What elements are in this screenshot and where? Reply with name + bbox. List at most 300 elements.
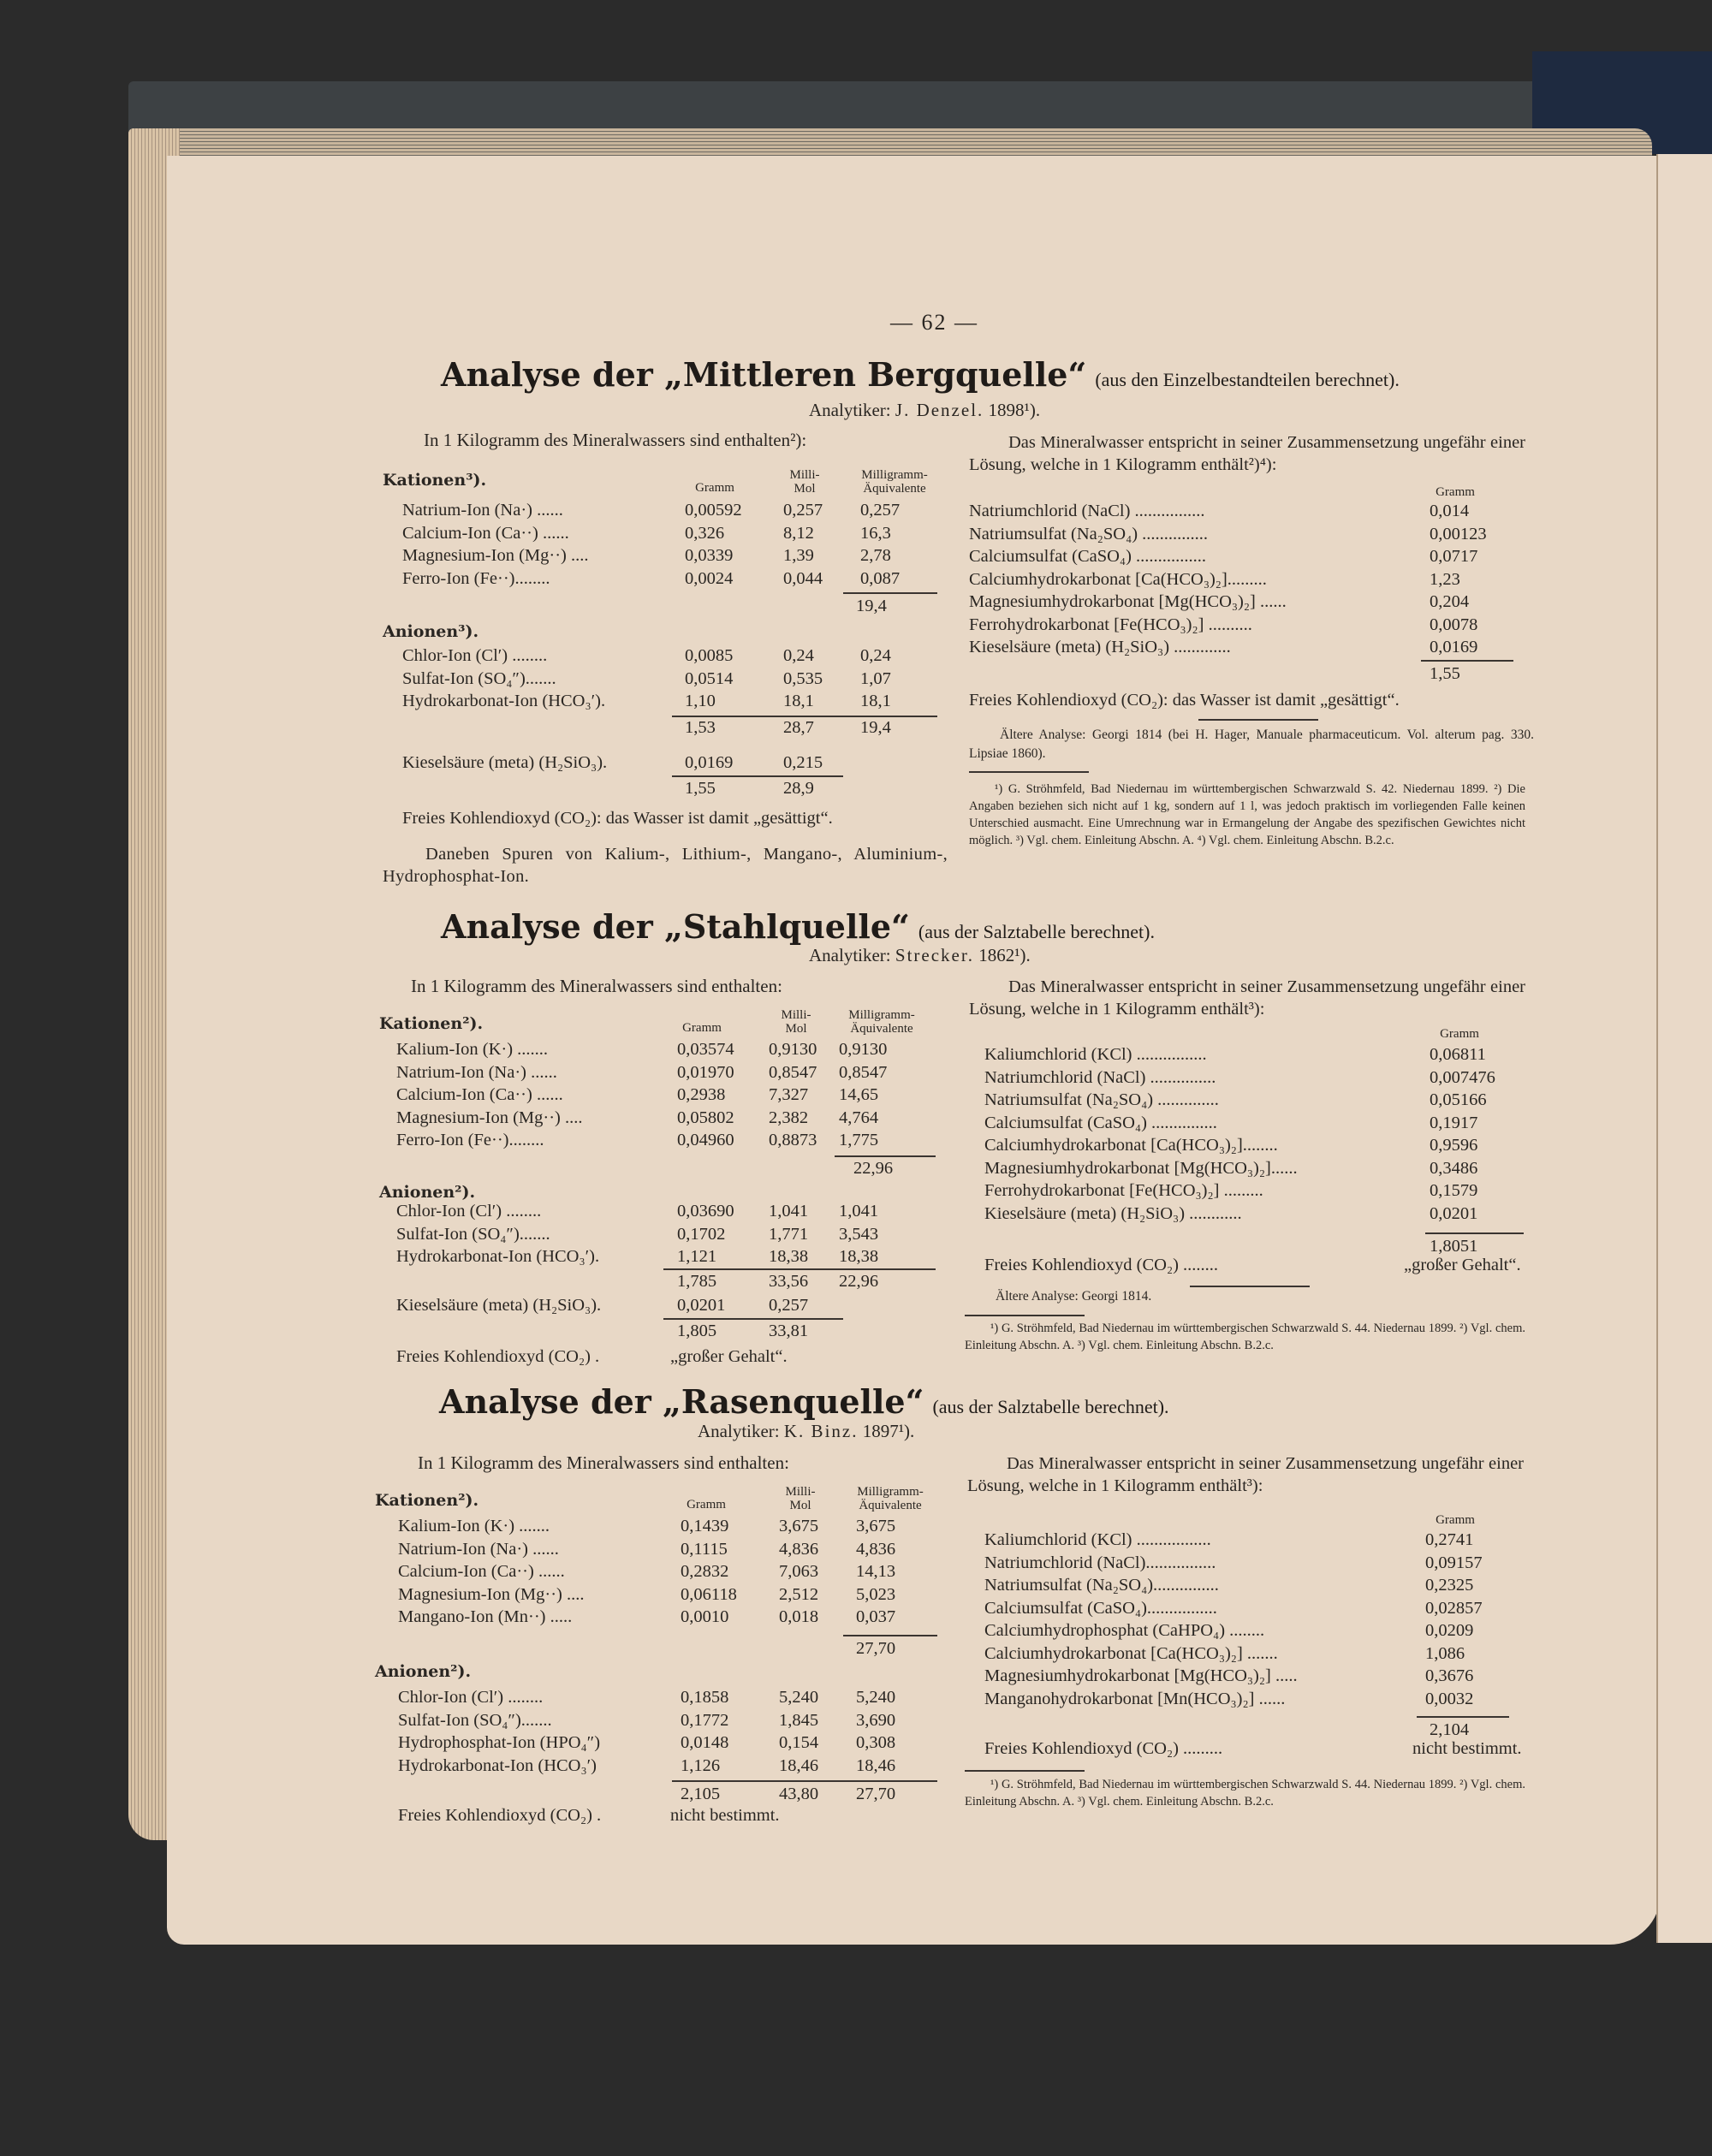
salt-intro: Das Mineralwasser entspricht in seiner Zusammensetzung ungefähr einer Lösung, welche in 1 Kilogramm enthält²)⁴): [969, 433, 1525, 474]
col-header-gramm: Gramm [682, 1021, 722, 1035]
footnote-divider [965, 1315, 1085, 1316]
ion-name: Magnesium-Ion (Mg··) .... [396, 1108, 583, 1127]
col-header-gramm: Gramm [687, 1498, 726, 1512]
value-gramm: 0,2938 [677, 1085, 726, 1104]
table-row [396, 1294, 944, 1317]
value-gramm: 1,53 [685, 718, 716, 737]
value-aequivalente: 22,96 [839, 1272, 879, 1291]
salt-col-header: Gramm [1436, 485, 1475, 499]
table-row [398, 1783, 946, 1806]
section-title [441, 907, 1155, 946]
value-gramm: 0,06118 [681, 1584, 737, 1604]
value-aequivalente: 3,690 [856, 1710, 896, 1730]
table-row [984, 1642, 1558, 1666]
value-aequivalente: 0,308 [856, 1733, 896, 1752]
value-aequivalente: 14,13 [856, 1562, 896, 1581]
salt-table [969, 500, 1551, 659]
table-row [402, 544, 950, 567]
value-millimol: 0,8547 [769, 1062, 817, 1082]
title-subtitle: (aus der Salztabelle berechnet). [932, 1396, 1169, 1417]
table-row [396, 1245, 944, 1268]
value-millimol: 18,46 [779, 1755, 819, 1775]
page-number: — 62 — [890, 310, 978, 335]
salt-intro: Das Mineralwasser entspricht in seiner Zusammensetzung ungefähr einer Lösung, welche in 1 Kilogramm enthält³): [967, 1454, 1524, 1495]
col-header-millimol: Milli- Mol [789, 468, 820, 496]
table-row [396, 1061, 944, 1084]
anionen-table [396, 1200, 944, 1268]
intro-text: In 1 Kilogramm des Mineralwassers sind enthalten: [418, 1452, 789, 1473]
salt-name: Ferrohydrokarbonat [Fe(HCO₃)₂] ......... [984, 1181, 1263, 1200]
value-gramm: 0,1702 [677, 1224, 726, 1244]
value-millimol: 28,9 [783, 779, 814, 798]
table-row [969, 568, 1551, 591]
value-gramm: 0,0514 [685, 668, 734, 688]
value-aequivalente: 16,3 [860, 523, 891, 543]
salt-name: Calciumsulfat (CaSO₄) ................ [969, 547, 1207, 566]
value-millimol: 3,675 [779, 1517, 819, 1535]
value-millimol: 0,8873 [769, 1131, 817, 1149]
older-analysis: Ältere Analyse: Georgi 1814. [996, 1289, 1152, 1304]
value-gramm: 1,126 [681, 1755, 721, 1775]
co2-label: Freies Kohlendioxyd (CO₂) . [396, 1347, 600, 1366]
ion-name: Chlor-Ion (Cl′) ........ [402, 646, 548, 665]
salt-name: Calciumhydrokarbonat [Ca(HCO₃)₂] ....... [984, 1643, 1278, 1663]
value-gramm: 0,1772 [681, 1710, 729, 1730]
analyst-name: J. Denzel. [895, 400, 984, 420]
ion-name: Calcium-Ion (Ca··) ...... [398, 1562, 565, 1581]
anionen-table [398, 1686, 946, 1777]
value-aequivalente: 14,65 [839, 1085, 879, 1104]
table-row [402, 499, 950, 522]
value-gramm: 0,06811 [1430, 1045, 1486, 1064]
sum-rule [843, 1635, 937, 1636]
table-row [984, 1043, 1558, 1066]
salt-name: Magnesiumhydrokarbonat [Mg(HCO₃)₂] ..... [984, 1666, 1298, 1685]
anionen-label: Anionen³). [383, 622, 479, 641]
value-aequivalente: 1,775 [839, 1131, 879, 1149]
table-row [984, 1665, 1558, 1688]
value-aequivalente: 0,257 [860, 501, 901, 520]
value-gramm: 0,05166 [1430, 1090, 1487, 1109]
value-gramm: 0,1115 [681, 1539, 728, 1559]
sum-row [396, 1270, 944, 1293]
salt-name: Natriumsulfat (Na₂SO₄) ............... [969, 524, 1209, 543]
value-gramm: 0,03690 [677, 1202, 734, 1221]
kationen-table [402, 499, 950, 590]
page-edges-top [128, 128, 1652, 159]
value-aequivalente: 1,07 [860, 668, 891, 688]
value-gramm: 0,2832 [681, 1562, 729, 1581]
total-row [396, 1320, 944, 1343]
analyst-year: 1898¹). [988, 400, 1041, 420]
title-text: Analyse der „Stahlquelle“ [441, 907, 910, 946]
value-gramm: 1,785 [677, 1272, 717, 1291]
ion-name: Kieselsäure (meta) (H₂SiO₃). [396, 1296, 602, 1315]
value-aequivalente: 0,24 [860, 646, 891, 665]
salt-table [984, 1529, 1558, 1710]
sum-row [402, 716, 950, 739]
kationen-label: Kationen²). [375, 1491, 479, 1510]
sum-rule [1425, 1232, 1524, 1234]
table-row [969, 591, 1551, 614]
salt-name: Ferrohydrokarbonat [Fe(HCO₃)₂] .......... [969, 615, 1252, 634]
value-gramm: 0,1858 [681, 1688, 729, 1707]
ion-name: Kalium-Ion (K·) ....... [396, 1040, 549, 1059]
analyst-label: Analytiker: [698, 1421, 780, 1441]
value-gramm: 0,0085 [685, 646, 734, 665]
title-text: Analyse der „Mittleren Bergquelle“ [441, 355, 1087, 394]
anionen-table [402, 644, 950, 713]
value-millimol: 18,38 [769, 1247, 809, 1266]
co2-value: „großer Gehalt“. [1404, 1256, 1521, 1274]
value-gramm: 0,02857 [1425, 1598, 1483, 1618]
ion-name: Sulfat-Ion (SO₄″)....... [398, 1710, 552, 1730]
ion-name: Kieselsäure (meta) (H₂SiO₃). [402, 753, 608, 772]
salt-name: Natriumchlorid (NaCl) ................ [969, 502, 1205, 520]
table-row [984, 1203, 1558, 1226]
value-gramm: 0,326 [685, 523, 725, 543]
value-millimol: 4,836 [779, 1539, 819, 1559]
salt-intro: Das Mineralwasser entspricht in seiner Zusammensetzung ungefähr einer Lösung, welche in 1 Kilogramm enthält³): [969, 977, 1525, 1019]
value-aequivalente: 18,46 [856, 1755, 896, 1775]
col-header-gramm: Gramm [695, 481, 734, 495]
value-millimol: 18,1 [783, 692, 814, 710]
value-aequivalente: 3,675 [856, 1517, 896, 1535]
value-gramm: 0,1579 [1430, 1181, 1478, 1200]
intro-text: In 1 Kilogramm des Mineralwassers sind enthalten²): [424, 430, 807, 450]
salt-co2-note: Freies Kohlendioxyd (CO₂): das Wasser ist damit „gesättigt“. [969, 691, 1400, 710]
ion-name: Magnesium-Ion (Mg··) .... [402, 546, 589, 565]
value-millimol: 0,24 [783, 646, 814, 665]
value-millimol: 0,044 [783, 568, 823, 588]
table-row [402, 751, 950, 775]
table-row [984, 1157, 1558, 1180]
value-gramm: 0,3486 [1430, 1158, 1478, 1178]
ion-name: Hydrokarbonat-Ion (HCO₃′). [396, 1247, 600, 1266]
anionen-label: Anionen²). [375, 1662, 472, 1681]
value-gramm: 0,04960 [677, 1131, 734, 1149]
salt-name: Calciumhydrophosphat (CaHPO₄) ........ [984, 1621, 1265, 1640]
value-gramm: 0,0201 [677, 1296, 726, 1315]
value-gramm: 0,05802 [677, 1108, 734, 1127]
table-row [984, 1529, 1558, 1552]
value-gramm: 0,2325 [1425, 1576, 1474, 1595]
value-millimol: 0,535 [783, 668, 823, 688]
ion-name: Calcium-Ion (Ca··) ...... [396, 1085, 563, 1104]
salt-col-header: Gramm [1440, 1027, 1479, 1041]
title-text: Analyse der „Rasenquelle“ [439, 1382, 924, 1421]
co2-row [396, 1345, 944, 1369]
value-gramm: 0,09157 [1425, 1553, 1483, 1572]
table-row [396, 1084, 944, 1107]
value-gramm: 0,0169 [685, 753, 734, 772]
table-row [402, 690, 950, 713]
table-row [984, 1688, 1558, 1711]
value-aequivalente: 18,1 [860, 692, 891, 710]
value-gramm: 0,01970 [677, 1062, 734, 1082]
table-row [396, 1129, 944, 1152]
salt-name: Natriumsulfat (Na₂SO₄) .............. [984, 1090, 1219, 1109]
value-gramm: 0,00592 [685, 501, 742, 520]
table-row [396, 1038, 944, 1061]
col-header-aequivalente: Milligramm- Äquivalente [857, 1485, 924, 1512]
table-row [984, 1574, 1558, 1597]
kationen-sum: 27,70 [856, 1639, 896, 1658]
ion-name: Natrium-Ion (Na·) ...... [402, 501, 563, 520]
co2-value: nicht bestimmt. [1412, 1739, 1522, 1758]
ion-name: Calcium-Ion (Ca··) ...... [402, 523, 569, 543]
ion-name: Mangano-Ion (Mn··) ..... [398, 1607, 573, 1626]
value-aequivalente: 0,037 [856, 1607, 896, 1626]
value-gramm: 1,10 [685, 692, 716, 710]
value-aequivalente: 5,023 [856, 1584, 896, 1604]
salt-name: Calciumhydrokarbonat [Ca(HCO₃)₂]........ [984, 1136, 1278, 1155]
table-row [969, 636, 1551, 659]
table-row [396, 1270, 944, 1293]
table-row [402, 567, 950, 591]
table-row [398, 1686, 946, 1709]
table-row [969, 545, 1551, 568]
table-row [402, 668, 950, 691]
kationen-sum: 22,96 [853, 1159, 894, 1178]
salt-name: Calciumsulfat (CaSO₄)................ [984, 1598, 1217, 1618]
kationen-label: Kationen³). [383, 471, 487, 490]
value-aequivalente: 0,087 [860, 568, 901, 588]
value-gramm: 0,0717 [1430, 547, 1478, 566]
table-row [984, 1597, 1558, 1620]
value-millimol: 1,39 [783, 546, 814, 565]
section-title [439, 1382, 1169, 1421]
value-gramm: 1,086 [1425, 1643, 1465, 1663]
ion-name: Chlor-Ion (Cl′) ........ [396, 1202, 542, 1221]
kationen-table [398, 1515, 946, 1629]
footnote-divider [969, 771, 1089, 773]
ion-name: Magnesium-Ion (Mg··) .... [398, 1584, 585, 1604]
value-gramm: 0,007476 [1430, 1067, 1495, 1087]
traces-note: Daneben Spuren von Kalium-, Lithium-, Mangano-, Aluminium-, Hydrophosphat-Ion. [383, 845, 948, 886]
col-header-aequivalente: Milligramm- Äquivalente [848, 1008, 915, 1036]
ion-name: Sulfat-Ion (SO₄″)....... [402, 668, 556, 688]
value-millimol: 1,041 [769, 1202, 809, 1221]
salt-name: Manganohydrokarbonat [Mn(HCO₃)₂] ...... [984, 1689, 1286, 1708]
table-row [969, 614, 1551, 637]
ion-name: Hydrokarbonat-Ion (HCO₃′) [398, 1755, 597, 1775]
value-millimol: 0,018 [779, 1607, 819, 1626]
value-millimol: 1,771 [769, 1224, 809, 1244]
value-gramm: 0,014 [1430, 502, 1470, 520]
value-gramm: 0,0010 [681, 1607, 729, 1626]
salt-sum: 1,55 [1430, 664, 1460, 683]
total-row [402, 777, 950, 800]
footnotes: ¹) G. Ströhmfeld, Bad Niedernau im württembergischen Schwarzwald S. 44. Niedernau 1899. ²) Vgl. chem. Einleitung Abschn. A. ³) Vgl. chem. Einleitung Abschn. B.2.c. [965, 1778, 1525, 1809]
value-gramm: 0,00123 [1430, 524, 1487, 543]
table-row [984, 1089, 1558, 1112]
co2-label: Freies Kohlendioxyd (CO₂) ........ [984, 1256, 1219, 1274]
ion-name: Kalium-Ion (K·) ....... [398, 1517, 550, 1535]
table-row [984, 1066, 1558, 1090]
divider [1190, 1286, 1310, 1287]
value-aequivalente: 2,78 [860, 546, 891, 565]
analyst-name: Strecker. [895, 945, 974, 965]
value-gramm: 0,0032 [1425, 1689, 1474, 1708]
table-row [398, 1731, 946, 1755]
value-millimol: 33,81 [769, 1322, 809, 1340]
analyst-name: K. Binz. [783, 1421, 859, 1441]
older-analysis: Ältere Analyse: Georgi 1814 (bei H. Hager, Manuale pharmaceuticum. Vol. alterum pag. 330. Lipsiae 1860). [969, 728, 1534, 761]
value-gramm: 0,2741 [1425, 1530, 1474, 1549]
table-row [398, 1755, 946, 1778]
value-millimol: 7,063 [779, 1562, 819, 1581]
salt-name: Natriumchlorid (NaCl) ............... [984, 1067, 1216, 1087]
value-gramm: 0,1917 [1430, 1113, 1478, 1132]
salt-name: Magnesiumhydrokarbonat [Mg(HCO₃)₂] ...... [969, 592, 1287, 611]
value-gramm: 2,105 [681, 1785, 721, 1803]
table-row [396, 1223, 944, 1246]
co2-value: „großer Gehalt“. [670, 1347, 788, 1366]
table-row [984, 1112, 1558, 1135]
value-millimol: 8,12 [783, 523, 814, 543]
table-row [398, 1583, 946, 1607]
intro-text: In 1 Kilogramm des Mineralwassers sind enthalten: [411, 976, 782, 996]
value-gramm: 0,9596 [1430, 1136, 1478, 1155]
table-row [398, 1606, 946, 1629]
co2-label: Freies Kohlendioxyd (CO₂) . [398, 1806, 602, 1825]
ion-name: Natrium-Ion (Na·) ...... [398, 1539, 559, 1559]
value-aequivalente: 0,8547 [839, 1062, 888, 1082]
salt-name: Calciumsulfat (CaSO₄) ............... [984, 1113, 1217, 1132]
analyst-line [809, 945, 1031, 966]
analyst-year: 1897¹). [862, 1421, 915, 1441]
divider [1198, 719, 1318, 721]
value-gramm: 0,0169 [1430, 638, 1478, 656]
salt-col-header: Gramm [1436, 1513, 1475, 1527]
value-gramm: 1,805 [677, 1322, 717, 1340]
table-row [402, 716, 950, 739]
table-row [396, 1200, 944, 1223]
value-millimol: 2,512 [779, 1584, 819, 1604]
value-aequivalente: 3,543 [839, 1224, 879, 1244]
kieselsaeure-row [396, 1294, 944, 1317]
sum-rule [1417, 1716, 1509, 1718]
value-millimol: 0,257 [783, 501, 823, 520]
col-header-aequivalente: Milligramm- Äquivalente [861, 468, 928, 496]
footnotes: ¹) G. Ströhmfeld, Bad Niedernau im württembergischen Schwarzwald S. 42. Niedernau 1899. ²) Die Angaben beziehen sich nicht auf 1 kg, sondern auf 1 l, was jedoch praktisch im vorliegenden Falle keinen Unterschied ausmacht. Eine Umrechnung war in Ermangelung der Angabe des spezifischen Gewichtes nicht möglich. ³) Vgl. chem. Einleitung Abschn. A. ⁴) Vgl. chem. Einleitung Abschn. B.2.c. [969, 782, 1525, 847]
ion-name: Sulfat-Ion (SO₄″)....... [396, 1224, 550, 1244]
salt-name: Kaliumchlorid (KCl) ................. [984, 1530, 1211, 1549]
value-gramm: 1,121 [677, 1247, 717, 1266]
kieselsaeure-row [402, 751, 950, 775]
value-gramm: 0,0209 [1425, 1621, 1474, 1640]
ion-name: Hydrokarbonat-Ion (HCO₃′). [402, 692, 606, 710]
value-gramm: 0,204 [1430, 592, 1470, 611]
salt-name: Magnesiumhydrokarbonat [Mg(HCO₃)₂]...... [984, 1158, 1298, 1178]
salt-co2-row [984, 1254, 1558, 1277]
value-gramm: 0,1439 [681, 1517, 729, 1535]
value-aequivalente: 19,4 [860, 718, 891, 737]
analyst-label: Analytiker: [809, 400, 891, 420]
footnote-divider [965, 1770, 1085, 1772]
value-gramm: 0,0148 [681, 1733, 729, 1752]
ion-name: Chlor-Ion (Cl′) ........ [398, 1688, 544, 1707]
value-millimol: 7,327 [769, 1085, 809, 1104]
table-row [969, 523, 1551, 546]
sum-rule [1421, 660, 1513, 662]
salt-name: Natriumchlorid (NaCl)................ [984, 1553, 1216, 1572]
title-subtitle: (aus den Einzelbestandteilen berechnet). [1095, 369, 1400, 390]
kationen-table [396, 1038, 944, 1152]
ion-name: Ferro-Ion (Fe··)........ [396, 1131, 544, 1149]
table-row [398, 1538, 946, 1561]
value-aequivalente: 4,764 [839, 1108, 879, 1127]
value-millimol: 1,845 [779, 1710, 819, 1730]
analyst-line [809, 400, 1040, 421]
value-millimol: 0,215 [783, 753, 823, 772]
co2-value: nicht bestimmt. [670, 1806, 780, 1825]
value-millimol: 33,56 [769, 1272, 809, 1291]
facing-page-edge [1656, 154, 1712, 1943]
value-millimol: 5,240 [779, 1688, 819, 1707]
sum-row [398, 1783, 946, 1806]
value-aequivalente: 18,38 [839, 1247, 879, 1266]
ion-name: Hydrophosphat-Ion (HPO₄″) [398, 1733, 601, 1752]
col-header-millimol: Milli- Mol [781, 1008, 811, 1036]
table-row [398, 1560, 946, 1583]
value-gramm: 0,0078 [1430, 615, 1478, 634]
table-row [398, 1515, 946, 1538]
table-row [402, 777, 950, 800]
value-gramm: 1,23 [1430, 569, 1460, 589]
table-row [984, 1552, 1558, 1575]
table-row [984, 1619, 1558, 1642]
sum-rule [843, 592, 937, 594]
table-row [402, 522, 950, 545]
table-row [984, 1134, 1558, 1157]
salt-co2-row [984, 1737, 1558, 1761]
value-millimol: 0,154 [779, 1733, 819, 1752]
table-row [396, 1320, 944, 1343]
salt-sum: 1,8051 [1430, 1237, 1478, 1256]
value-aequivalente: 27,70 [856, 1785, 896, 1803]
table-row [984, 1179, 1558, 1203]
table-row [969, 500, 1551, 523]
analyst-label: Analytiker: [809, 945, 891, 965]
table-row [402, 644, 950, 668]
analyst-line [698, 1421, 914, 1442]
value-millimol: 28,7 [783, 718, 814, 737]
col-header-millimol: Milli- Mol [785, 1485, 816, 1512]
value-gramm: 0,0024 [685, 568, 734, 588]
salt-name: Calciumhydrokarbonat [Ca(HCO₃)₂]......... [969, 569, 1267, 589]
salt-name: Kieselsäure (meta) (H₂SiO₃) ............ [984, 1203, 1242, 1223]
value-gramm: 0,0201 [1430, 1203, 1478, 1223]
value-aequivalente: 0,9130 [839, 1040, 888, 1059]
sum-rule [672, 1780, 937, 1782]
salt-table [984, 1043, 1558, 1225]
value-gramm: 0,0339 [685, 546, 734, 565]
salt-sum: 2,104 [1430, 1720, 1470, 1739]
co2-row [398, 1804, 946, 1827]
analyst-year: 1862¹). [978, 945, 1031, 965]
ion-name: Ferro-Ion (Fe··)........ [402, 568, 550, 588]
value-aequivalente: 1,041 [839, 1202, 879, 1221]
title-subtitle: (aus der Salztabelle berechnet). [918, 921, 1155, 942]
table-row [398, 1709, 946, 1732]
value-aequivalente: 4,836 [856, 1539, 896, 1559]
value-millimol: 0,9130 [769, 1040, 817, 1059]
value-millimol: 2,382 [769, 1108, 809, 1127]
salt-name: Kieselsäure (meta) (H₂SiO₃) ............. [969, 638, 1231, 656]
table-row [396, 1107, 944, 1130]
